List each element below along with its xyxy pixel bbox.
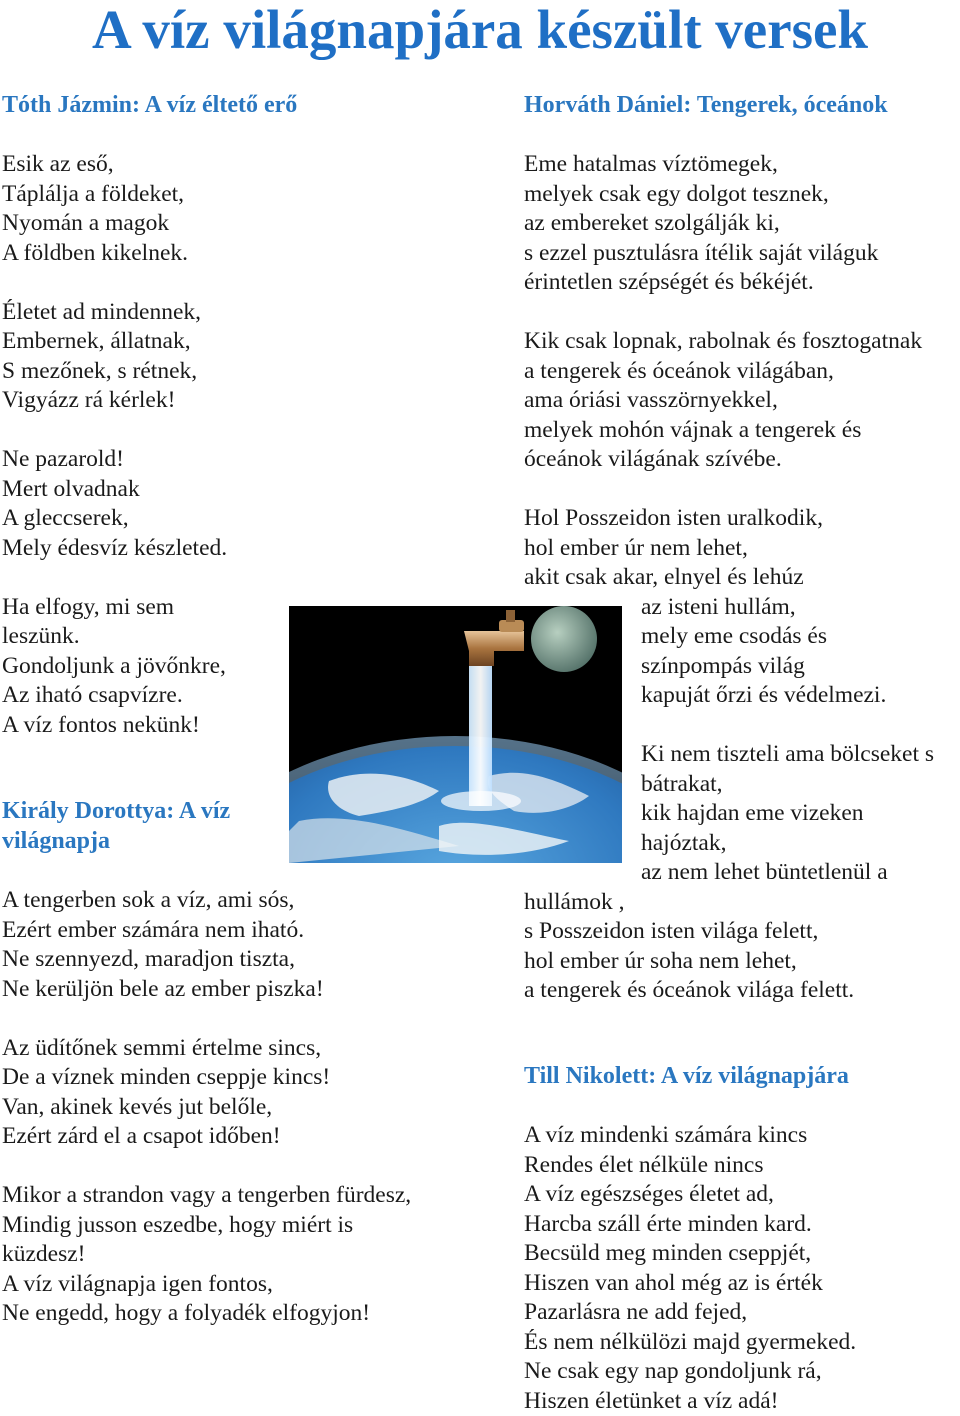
poem-line: Hol Posszeidon isten uralkodik, <box>524 504 934 534</box>
poem-line: Pazarlásra ne add fejed, <box>524 1298 856 1328</box>
poem-line: Mert olvadnak <box>2 475 227 505</box>
poem-line: És nem nélkülözi majd gyermeked. <box>524 1328 856 1358</box>
poem-line: óceánok világának szívébe. <box>524 445 934 475</box>
poem-line: Mindig jusson eszedbe, hogy miért is <box>2 1211 411 1241</box>
poem-body-till <box>524 1121 856 1416</box>
poem-line: Mely édesvíz készleted. <box>2 534 227 564</box>
poem-line: érintetlen szépségét és békéjét. <box>524 268 934 298</box>
poem-line: Az iható csapvízre. <box>2 681 227 711</box>
poem-line: Életet ad mindennek, <box>2 298 227 328</box>
poem-line: Ne kerüljön bele az ember piszka! <box>2 975 411 1005</box>
poem-line: kik hajdan eme vizeken <box>524 799 934 829</box>
poem-line: A víz mindenki számára kincs <box>524 1121 856 1151</box>
page-title: A víz világnapjára készült versek <box>0 0 960 60</box>
poem-line: az embereket szolgálják ki, <box>524 209 934 239</box>
poem-line: küzdesz! <box>2 1240 411 1270</box>
poem-line: leszünk. <box>2 622 227 652</box>
poem-line: ama óriási vasszörnyekkel, <box>524 386 934 416</box>
poem-line: hajóztak, <box>524 829 934 859</box>
poem-line: Mikor a strandon vagy a tengerben fürdesz, <box>2 1181 411 1211</box>
poem-line: A földben kikelnek. <box>2 239 227 269</box>
poem-line: a tengerek és óceánok világa felett. <box>524 976 934 1006</box>
poem-line: Az üdítőnek semmi értelme sincs, <box>2 1034 411 1064</box>
poem-line: A víz fontos nekünk! <box>2 711 227 741</box>
poem-title-line: Király Dorottya: A víz <box>2 797 230 827</box>
poem-line: hol ember úr soha nem lehet, <box>524 947 934 977</box>
poem-line: Kik csak lopnak, rabolnak és fosztogatnak <box>524 327 934 357</box>
poem-line: s ezzel pusztulásra ítélik saját világuk <box>524 239 934 269</box>
poem-line: az isteni hullám, <box>524 593 934 623</box>
poem-title-kiraly <box>2 797 230 856</box>
poem-line: Ha elfogy, mi sem <box>2 593 227 623</box>
poem-title-horvath: Horváth Dániel: Tengerek, óceánok <box>524 91 888 121</box>
poem-line: Ki nem tiszteli ama bölcseket s <box>524 740 934 770</box>
poem-line: A gleccserek, <box>2 504 227 534</box>
poem-line: Hiszen van ahol még az is érték <box>524 1269 856 1299</box>
poem-line: Gondoljunk a jövőnkre, <box>2 652 227 682</box>
poem-line: Rendes élet nélküle nincs <box>524 1151 856 1181</box>
earth-faucet-image <box>289 606 622 863</box>
poem-line: Vigyázz rá kérlek! <box>2 386 227 416</box>
earth-faucet-illustration <box>289 606 622 863</box>
poem-line: színpompás világ <box>524 652 934 682</box>
poem-line: Esik az eső, <box>2 150 227 180</box>
poem-title-till: Till Nikolett: A víz világnapjára <box>524 1062 849 1092</box>
poem-line: Eme hatalmas víztömegek, <box>524 150 934 180</box>
poem-line: Nyomán a magok <box>2 209 227 239</box>
poem-line: Ne szennyezd, maradjon tiszta, <box>2 945 411 975</box>
poem-line: Van, akinek kevés jut belőle, <box>2 1093 411 1123</box>
poem-line: akit csak akar, elnyel és lehúz <box>524 563 934 593</box>
poem-line: A víz világnapja igen fontos, <box>2 1270 411 1300</box>
poem-line: s Posszeidon isten világa felett, <box>524 917 934 947</box>
poem-line: melyek mohón vájnak a tengerek és <box>524 416 934 446</box>
poem-line: kapuját őrzi és védelmezi. <box>524 681 934 711</box>
poem-line: Ne csak egy nap gondoljunk rá, <box>524 1357 856 1387</box>
poem-title-line: világnapja <box>2 827 230 857</box>
poem-line: De a víznek minden cseppje kincs! <box>2 1063 411 1093</box>
poem-line: Hiszen életünket a víz adá! <box>524 1387 856 1416</box>
poem-line: melyek csak egy dolgot tesznek, <box>524 180 934 210</box>
poem-line: Harcba száll érte minden kard. <box>524 1210 856 1240</box>
poem-line: S mezőnek, s rétnek, <box>2 357 227 387</box>
poem-line: bátrakat, <box>524 770 934 800</box>
poem-line: Ne pazarold! <box>2 445 227 475</box>
poem-line: A víz egészséges életet ad, <box>524 1180 856 1210</box>
poem-line: az nem lehet büntetlenül a <box>524 858 934 888</box>
poem-line: Becsüld meg minden cseppjét, <box>524 1239 856 1269</box>
poem-line: mely eme csodás és <box>524 622 934 652</box>
poem-body-horvath <box>524 150 934 1006</box>
poem-line: Ezért ember számára nem iható. <box>2 916 411 946</box>
poem-line: hullámok , <box>524 888 934 918</box>
poem-line: Embernek, állatnak, <box>2 327 227 357</box>
poem-line: Ezért zárd el a csapot időben! <box>2 1122 411 1152</box>
poem-line: a tengerek és óceánok világában, <box>524 357 934 387</box>
poem-body-toth <box>2 150 227 740</box>
poem-title-toth: Tóth Jázmin: A víz éltető erő <box>2 91 297 121</box>
poem-body-kiraly <box>2 886 411 1329</box>
poem-line: Ne engedd, hogy a folyadék elfogyjon! <box>2 1299 411 1329</box>
poem-line: hol ember úr nem lehet, <box>524 534 934 564</box>
poem-line: Táplálja a földeket, <box>2 180 227 210</box>
poem-line: A tengerben sok a víz, ami sós, <box>2 886 411 916</box>
